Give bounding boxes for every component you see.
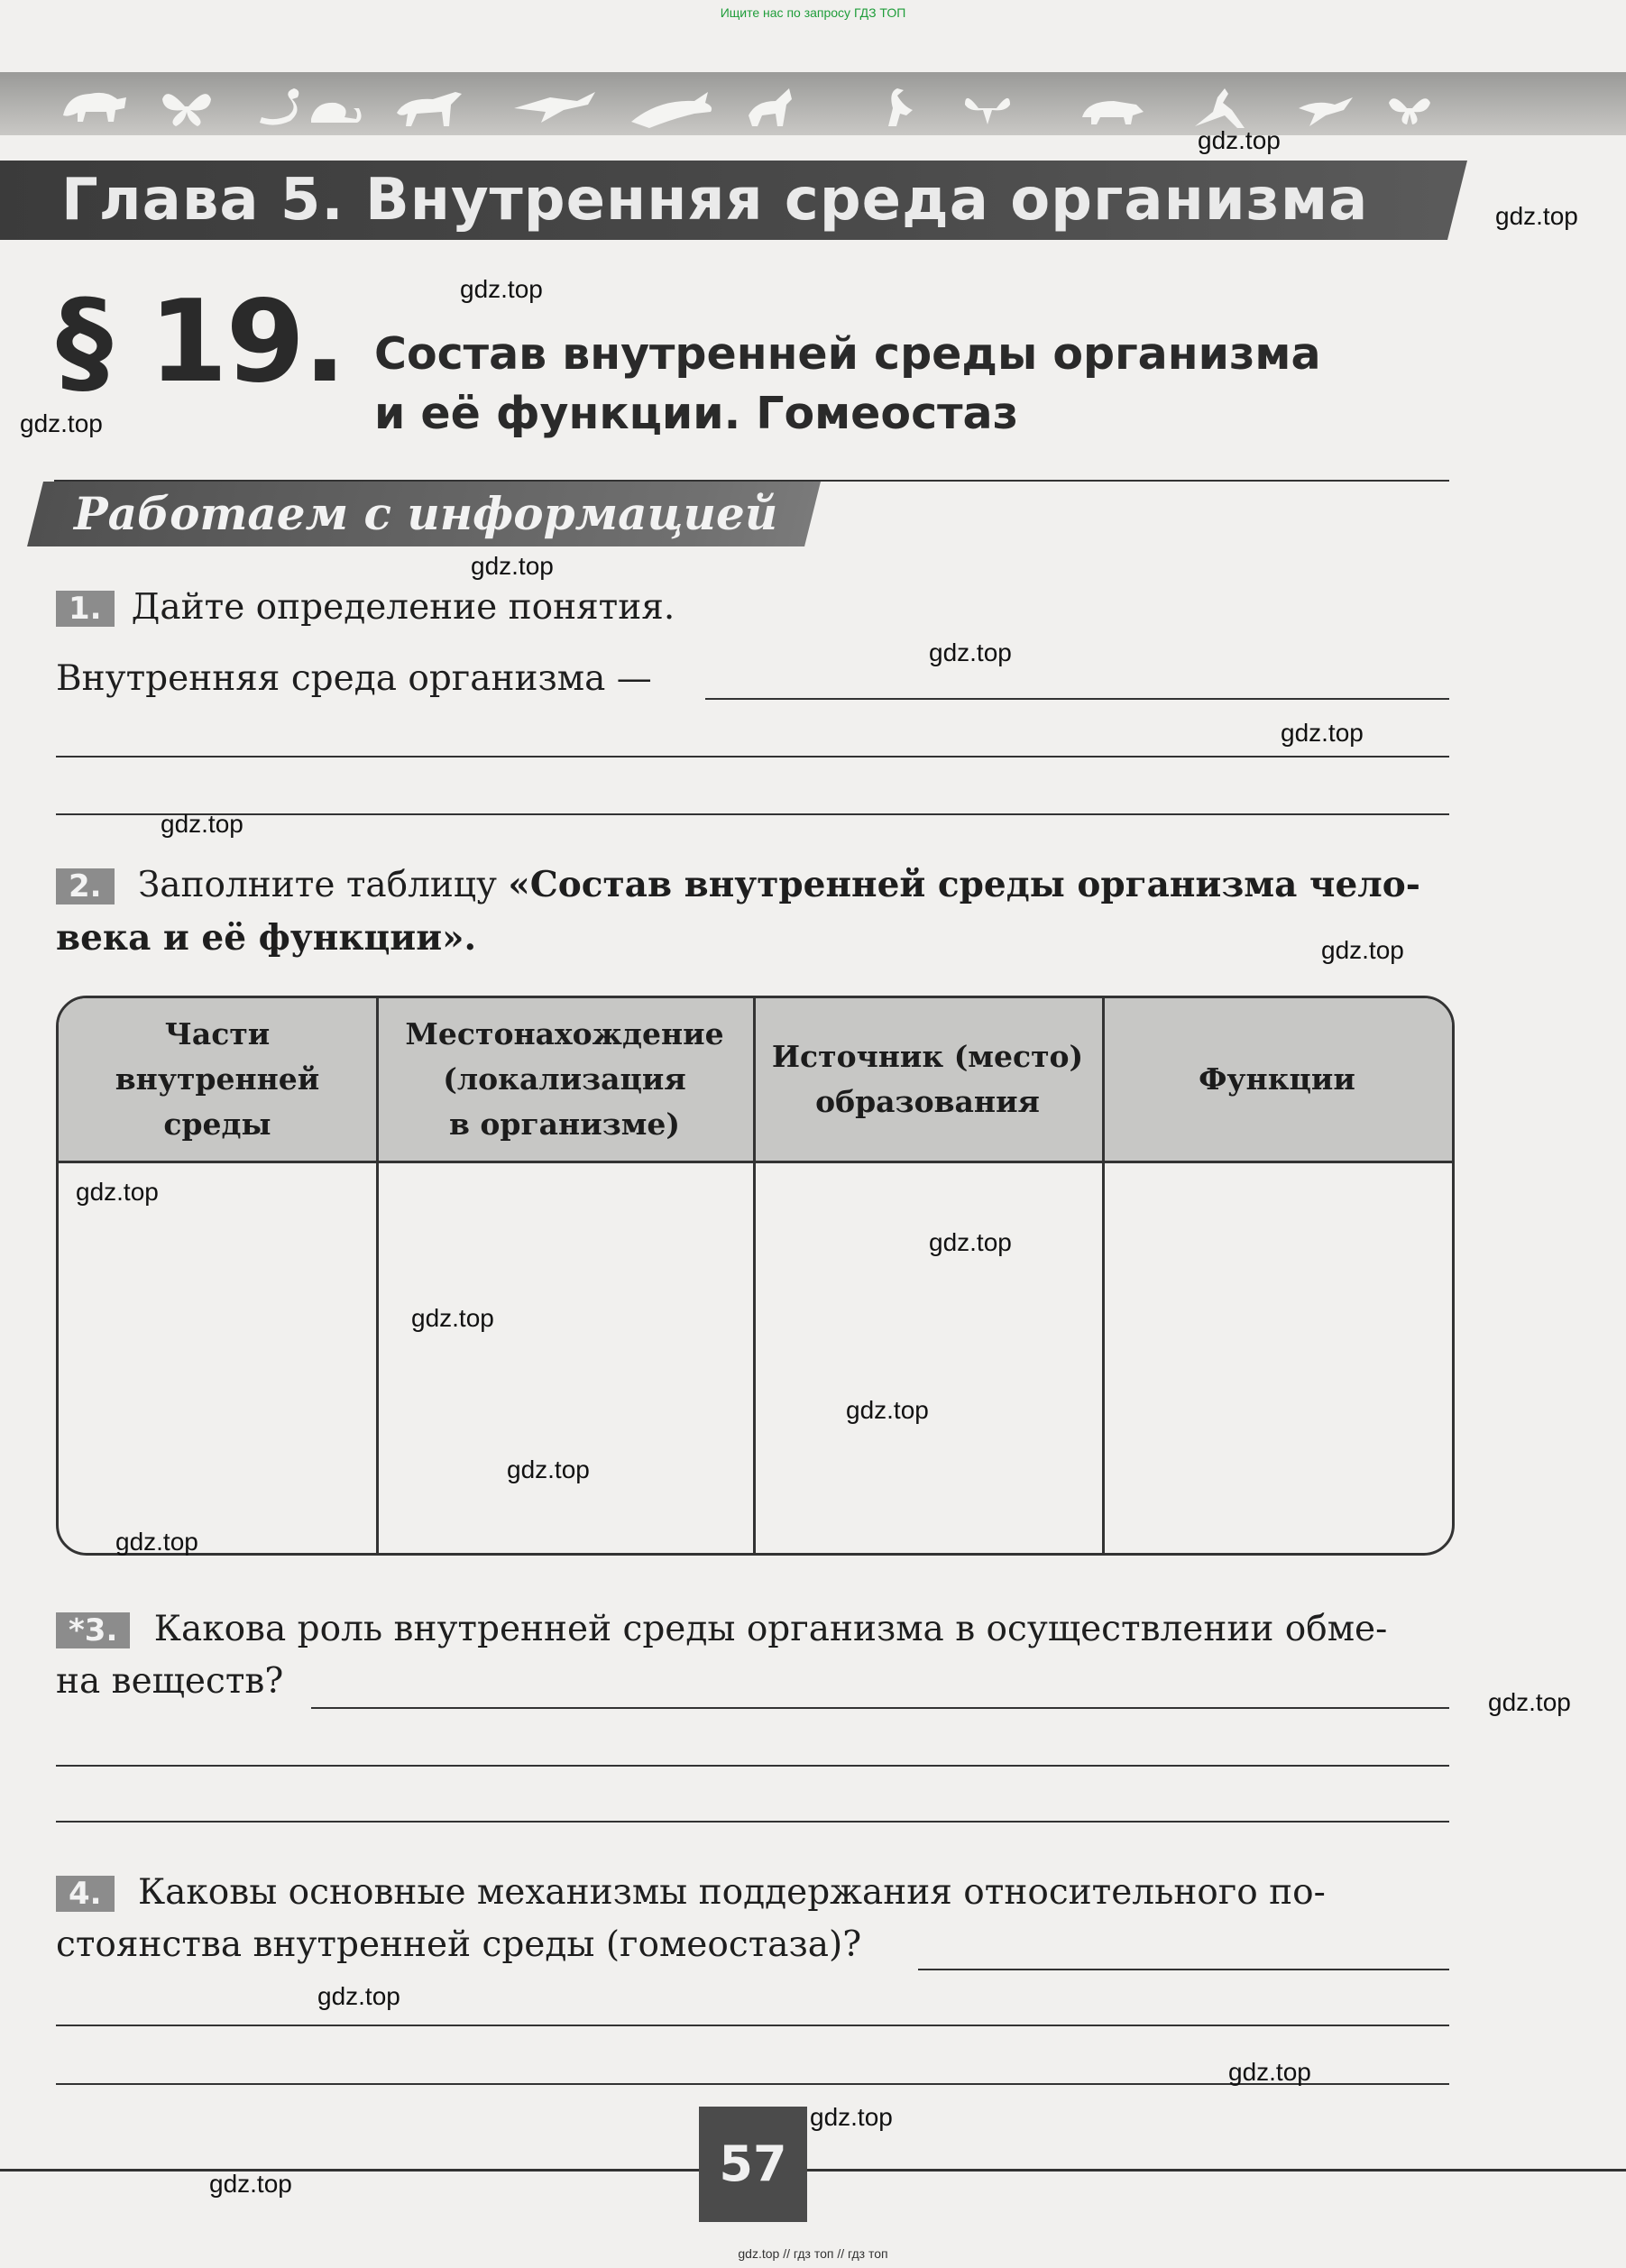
composition-table (56, 996, 1455, 1556)
table-header-location: Местонахождение (локализация в организме) (405, 1016, 724, 1142)
answer-line[interactable] (56, 813, 1449, 815)
top-note: Ищите нас по запросу ГДЗ ТОП (720, 5, 906, 20)
heron-silhouette (888, 88, 913, 126)
watermark: gdz.top (929, 638, 1012, 666)
animal-silhouettes-illustration (0, 72, 1626, 135)
task-1-number: 1. (56, 591, 115, 627)
watermark: gdz.top (20, 409, 103, 437)
butterfly-silhouette (162, 94, 211, 126)
task-2-table-name-line-1: «Состав внутренней среды организма чело- (508, 864, 1420, 905)
watermark: gdz.top (929, 1228, 1012, 1256)
paragraph-number: § 19. (56, 275, 345, 408)
task-1-prompt: Дайте определение понятия. (131, 587, 675, 628)
bison-silhouette (63, 93, 126, 122)
task-3 (56, 1603, 1463, 1708)
task-3-question-line-2: на веществ? (56, 1661, 284, 1702)
watermark: gdz.top (1281, 719, 1364, 747)
table-header-parts: Части внутренней среды (115, 1016, 320, 1142)
answer-line[interactable] (705, 698, 1449, 700)
horse-silhouette (397, 92, 462, 126)
table-header-functions: Функции (1199, 1061, 1355, 1097)
answer-line[interactable] (311, 1707, 1449, 1709)
watermark: gdz.top (411, 1304, 494, 1332)
watermark: gdz.top (1495, 202, 1578, 230)
moth-silhouette (1389, 98, 1430, 124)
task-4-number: 4. (56, 1876, 115, 1912)
task-2-table-name-line-2: века и её функции». (56, 917, 477, 959)
watermark: gdz.top (810, 2103, 893, 2131)
watermark: gdz.top (317, 1982, 400, 2010)
table-header-source: Источник (место) образования (771, 1039, 1084, 1119)
watermark: gdz.top (1488, 1688, 1571, 1716)
task-4 (56, 1867, 1463, 1971)
snail-silhouette (311, 103, 362, 123)
watermark: gdz.top (471, 552, 554, 580)
deer-silhouette (749, 88, 792, 126)
watermark: gdz.top (209, 2170, 292, 2198)
task-1 (56, 582, 675, 634)
boar-silhouette (1082, 101, 1144, 124)
answer-line[interactable] (56, 1821, 1449, 1823)
section-label: Работаем с информацией (74, 487, 778, 540)
task-3-question-line-1: Какова роль внутренней среды организма в осуществлении обме- (153, 1609, 1388, 1649)
answer-line[interactable] (56, 756, 1449, 758)
task-3-number: *3. (56, 1612, 130, 1648)
bottom-note: gdz.top // гдз топ // гдз топ (738, 2246, 888, 2261)
watermark: gdz.top (1198, 126, 1281, 154)
swallow-silhouette (1299, 97, 1353, 126)
task-4-question-line-2: стоянства внутренней среды (гомеостаза)? (56, 1924, 862, 1965)
watermark: gdz.top (846, 1396, 929, 1424)
watermark: gdz.top (115, 1528, 198, 1556)
chapter-title: Глава 5. Внутренняя среда организма (61, 167, 1369, 234)
task-1-lead: Внутренняя среда организма — (56, 658, 652, 699)
paragraph-title-line-2: и её функции. Гомеостаз (374, 388, 1019, 439)
answer-line[interactable] (918, 1969, 1449, 1970)
animal-silhouette-band (0, 72, 1626, 135)
watermark: gdz.top (460, 275, 543, 303)
scorpion-silhouette (260, 88, 299, 125)
kangaroo-silhouette (1195, 88, 1245, 128)
dolphin-silhouette (631, 92, 712, 128)
paragraph-title (374, 325, 1321, 444)
watermark: gdz.top (1321, 936, 1404, 964)
task-2-prompt: Заполните таблицу (137, 865, 497, 905)
answer-line[interactable] (56, 2025, 1449, 2026)
page-number: 57 (699, 2107, 807, 2222)
bird-silhouette (514, 92, 595, 123)
watermark: gdz.top (507, 1455, 590, 1483)
watermark: gdz.top (76, 1178, 159, 1206)
insect-silhouette (965, 98, 1010, 124)
paragraph-title-line-1: Состав внутренней среды организма (374, 328, 1321, 380)
watermark: gdz.top (1228, 2058, 1311, 2086)
task-2-number: 2. (56, 868, 115, 904)
answer-line[interactable] (56, 1765, 1449, 1767)
task-4-question-line-1: Каковы основные механизмы поддержания относительного по- (137, 1872, 1326, 1913)
task-2 (56, 859, 1463, 964)
watermark: gdz.top (161, 810, 243, 838)
